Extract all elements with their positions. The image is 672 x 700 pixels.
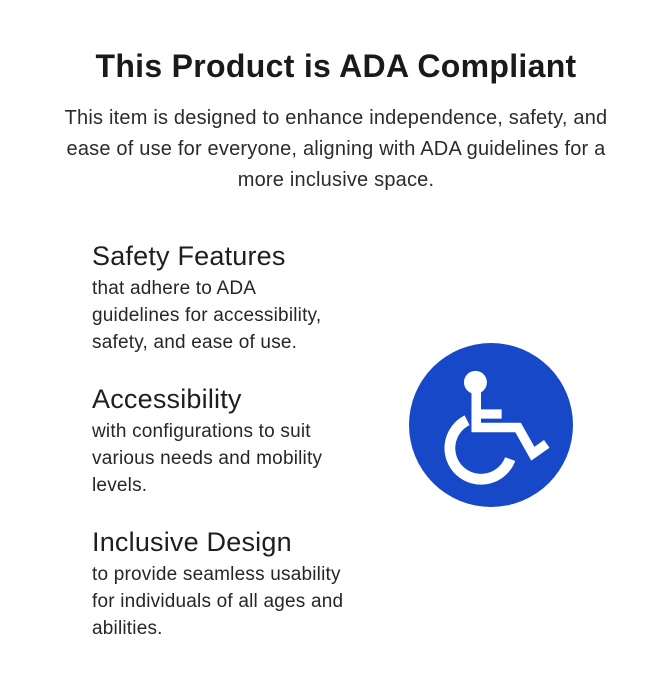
feature-inclusive-design	[92, 526, 402, 642]
wheelchair-icon	[409, 343, 573, 507]
feature-description	[92, 561, 402, 642]
feature-line: guidelines for accessibility,	[92, 305, 322, 326]
feature-line: various needs and mobility	[92, 448, 323, 469]
page-title: This Product is ADA Compliant	[95, 48, 577, 84]
page-subtitle	[0, 103, 672, 196]
feature-line: that adhere to ADA	[92, 278, 257, 299]
feature-description	[92, 418, 402, 499]
feature-safety-features	[92, 240, 402, 356]
feature-line: to provide seamless usability	[92, 564, 341, 585]
feature-line: safety, and ease of use.	[92, 332, 298, 353]
accessibility-badge	[409, 343, 573, 507]
feature-line: levels.	[92, 475, 148, 496]
feature-line: for individuals of all ages and	[92, 591, 344, 612]
feature-heading: Accessibility	[92, 384, 242, 414]
feature-heading: Inclusive Design	[92, 527, 292, 557]
feature-line: with configurations to suit	[92, 421, 311, 442]
feature-heading: Safety Features	[92, 241, 286, 271]
feature-description	[92, 275, 402, 356]
subtitle-line: more inclusive space.	[237, 169, 435, 191]
subtitle-line: This item is designed to enhance independence, safety, and	[64, 107, 608, 129]
feature-list	[92, 240, 402, 669]
subtitle-line: ease of use for everyone, aligning with ADA guidelines for a	[66, 138, 606, 160]
feature-line: abilities.	[92, 618, 163, 639]
feature-accessibility	[92, 383, 402, 499]
